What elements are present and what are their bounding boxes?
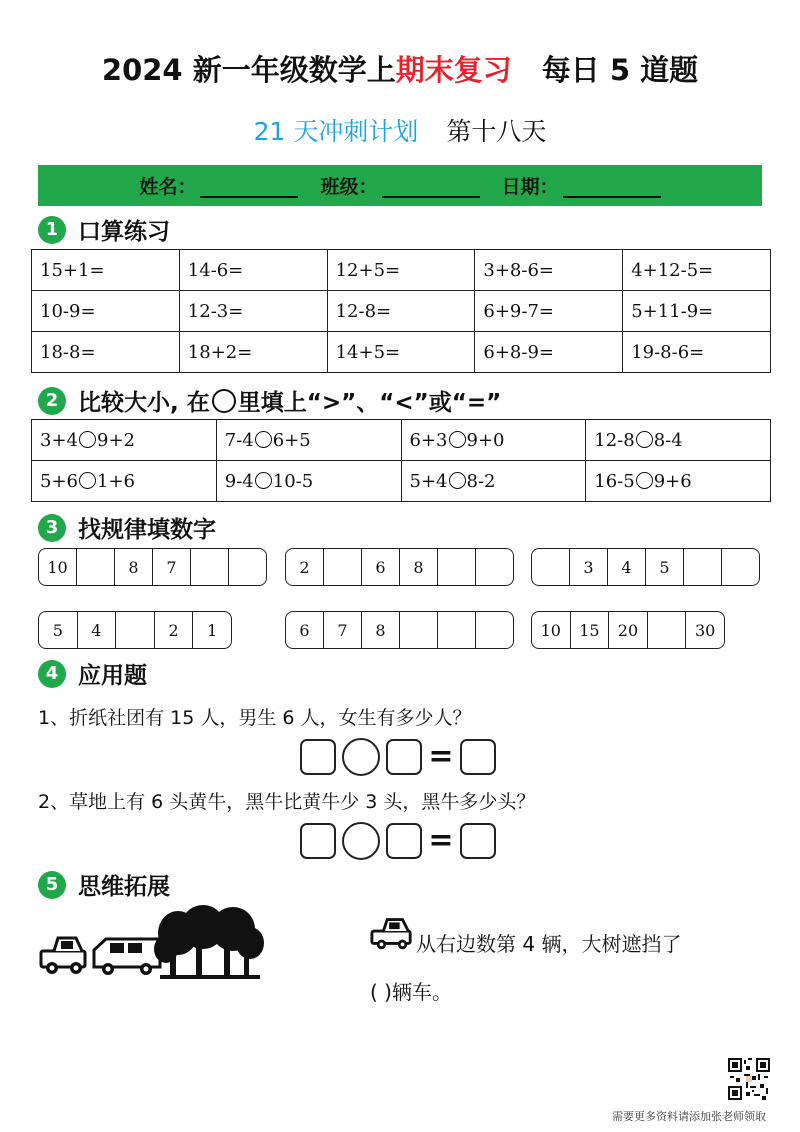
- number-sequence: [531, 611, 725, 649]
- calc-cell[interactable]: 14-6=: [179, 250, 327, 291]
- section-number: 5: [38, 871, 66, 899]
- left-expression: 9-4: [224, 470, 254, 492]
- section-title-a: 比较大小, 在: [78, 390, 210, 416]
- left-expression: 12-8: [594, 429, 635, 451]
- reasoning-question: 从右边数第 4 辆，大树遮挡了: [416, 932, 682, 956]
- number-cell: 8: [114, 549, 152, 585]
- compare-circle[interactable]: [636, 472, 653, 489]
- calc-cell[interactable]: 5+11-9=: [623, 291, 771, 332]
- compare-circle[interactable]: [449, 472, 466, 489]
- table-row: [32, 420, 771, 461]
- calc-cell[interactable]: 6+9-7=: [475, 291, 623, 332]
- compare-table: [31, 419, 771, 502]
- trees-icon: [154, 905, 264, 979]
- word-problem-2: 2、草地上有 6 头黄牛，黑牛比黄牛少 3 头，黑牛多少头？: [38, 791, 536, 813]
- number-cell: 10: [540, 620, 561, 640]
- blank-cell[interactable]: [399, 612, 437, 648]
- blank-cell[interactable]: [532, 549, 569, 585]
- compare-cell[interactable]: [401, 420, 586, 461]
- equals-sign: =: [428, 823, 454, 858]
- plan-label: 21 天冲刺计划: [253, 117, 419, 146]
- left-expression: 6+3: [409, 429, 448, 451]
- section-number: 1: [38, 216, 66, 244]
- truck-icon: [41, 938, 85, 974]
- left-expression: 5+4: [409, 470, 448, 492]
- title-part-b: 每日 5 道题: [541, 53, 699, 87]
- number-cell: 7: [323, 612, 361, 648]
- name-label: 姓名：: [139, 176, 197, 198]
- number-sequence: [531, 548, 760, 586]
- blank-cell[interactable]: [475, 549, 513, 585]
- section-number: 3: [38, 514, 66, 542]
- blank-cell[interactable]: [76, 549, 114, 585]
- table-row: [32, 461, 771, 502]
- number-sequence: [285, 548, 514, 586]
- compare-cell[interactable]: [32, 420, 217, 461]
- blank-cell[interactable]: [323, 549, 361, 585]
- day-label: 第十八天: [446, 117, 547, 146]
- truck-icon: [370, 914, 414, 950]
- right-expression: 10-5: [272, 470, 314, 492]
- calc-cell[interactable]: 18-8=: [32, 332, 180, 373]
- number-cell: 6: [361, 549, 399, 585]
- calc-cell[interactable]: 4+12-5=: [623, 250, 771, 291]
- reasoning-answer-blank[interactable]: ( )辆车。: [370, 980, 452, 1004]
- answer-box[interactable]: [300, 739, 336, 775]
- number-cell: 2: [299, 557, 310, 577]
- right-expression: 9+6: [653, 470, 692, 492]
- answer-box[interactable]: [460, 739, 496, 775]
- section-5-heading: [38, 868, 170, 901]
- compare-cell[interactable]: [216, 420, 401, 461]
- blank-cell[interactable]: [115, 612, 154, 648]
- number-cell: 15: [570, 612, 609, 648]
- calc-cell[interactable]: 19-8-6=: [623, 332, 771, 373]
- equals-sign: =: [428, 739, 454, 774]
- number-cell: 2: [154, 612, 193, 648]
- compare-cell[interactable]: [401, 461, 586, 502]
- qr-code-icon: [728, 1058, 770, 1100]
- right-expression: 6+5: [272, 429, 311, 451]
- number-cell: 4: [607, 549, 645, 585]
- table-row: [32, 250, 771, 291]
- compare-cell[interactable]: [216, 461, 401, 502]
- class-field[interactable]: [320, 172, 479, 199]
- blank-cell[interactable]: [475, 612, 513, 648]
- right-expression: 9+2: [97, 429, 135, 451]
- page-title: [0, 48, 800, 89]
- compare-circle[interactable]: [79, 431, 96, 448]
- table-row: [32, 332, 771, 373]
- number-sequence: [38, 611, 232, 649]
- compare-circle[interactable]: [449, 431, 466, 448]
- number-cell: 8: [361, 612, 399, 648]
- student-info-bar: [38, 165, 762, 206]
- number-cell: 7: [152, 549, 190, 585]
- word-problem-1: 1、折纸社团有 15 人，男生 6 人，女生有多少人？: [38, 707, 472, 729]
- number-cell: 10: [47, 557, 68, 577]
- section-title: 思维拓展: [78, 874, 170, 900]
- section-title: 口算练习: [78, 219, 170, 245]
- number-sequence: [285, 611, 514, 649]
- page-subtitle: [0, 112, 800, 148]
- number-cell: 6: [299, 620, 310, 640]
- number-cell: 3: [569, 549, 607, 585]
- section-4-heading: [38, 657, 147, 690]
- section-number: 4: [38, 660, 66, 688]
- blank-cell[interactable]: [190, 549, 228, 585]
- compare-cell[interactable]: [586, 461, 771, 502]
- calc-cell[interactable]: 6+8-9=: [475, 332, 623, 373]
- equation-1: [300, 738, 496, 776]
- compare-circle[interactable]: [255, 472, 272, 489]
- class-label: 班级：: [320, 176, 378, 198]
- right-expression: 8-4: [653, 429, 683, 451]
- answer-box[interactable]: [300, 823, 336, 859]
- number-cell: 4: [77, 612, 116, 648]
- title-highlight: 期末复习: [395, 53, 512, 87]
- compare-cell[interactable]: [32, 461, 217, 502]
- left-expression: 7-4: [224, 429, 254, 451]
- section-title: 应用题: [78, 663, 147, 689]
- number-cell: 5: [52, 620, 63, 640]
- blank-cell[interactable]: [437, 549, 475, 585]
- calc-cell[interactable]: 14+5=: [327, 332, 475, 373]
- calc-cell[interactable]: 3+8-6=: [475, 250, 623, 291]
- calc-cell[interactable]: 12-3=: [179, 291, 327, 332]
- section-number: 2: [38, 387, 66, 415]
- calc-cell[interactable]: 18+2=: [179, 332, 327, 373]
- number-cell: 8: [399, 549, 437, 585]
- compare-circle[interactable]: [79, 472, 96, 489]
- blank-cell[interactable]: [228, 549, 266, 585]
- compare-cell[interactable]: [586, 420, 771, 461]
- answer-box[interactable]: [386, 823, 422, 859]
- footer-note: 需要更多资料请添加张老师领取: [612, 1110, 766, 1123]
- left-expression: 16-5: [594, 470, 635, 492]
- number-cell: 5: [645, 549, 683, 585]
- section-title: 找规律填数字: [78, 517, 216, 543]
- blank-cell[interactable]: [683, 549, 721, 585]
- compare-circle[interactable]: [636, 431, 653, 448]
- table-row: [32, 291, 771, 332]
- right-expression: 9+0: [466, 429, 505, 451]
- answer-box[interactable]: [460, 823, 496, 859]
- calc-cell[interactable]: 12-8=: [327, 291, 475, 332]
- operator-circle[interactable]: [342, 822, 380, 860]
- number-cell: 20: [608, 612, 647, 648]
- calc-cell[interactable]: 15+1=: [32, 250, 180, 291]
- equation-2: [300, 822, 496, 860]
- number-cell: 30: [685, 612, 724, 648]
- answer-box[interactable]: [386, 739, 422, 775]
- operator-circle[interactable]: [342, 738, 380, 776]
- mental-math-table: [31, 249, 771, 373]
- left-expression: 5+6: [40, 470, 78, 492]
- right-expression: 8-2: [466, 470, 496, 492]
- section-3-heading: [38, 511, 216, 544]
- section-2-heading: [38, 384, 501, 417]
- right-expression: 1+6: [97, 470, 135, 492]
- number-sequence: [38, 548, 267, 586]
- left-expression: 3+4: [40, 429, 78, 451]
- circle-icon: [212, 389, 236, 413]
- date-field[interactable]: [502, 172, 661, 199]
- title-part-a: 2024 新一年级数学上: [101, 53, 396, 87]
- calc-cell[interactable]: 12+5=: [327, 250, 475, 291]
- section-title-b: 里填上“>”、“<”或“=”: [237, 390, 502, 416]
- cars-and-trees-illustration: [38, 905, 268, 980]
- name-field[interactable]: [139, 172, 298, 199]
- date-label: 日期：: [501, 176, 559, 198]
- number-cell: 1: [192, 612, 231, 648]
- van-icon: [94, 939, 160, 975]
- calc-cell[interactable]: 10-9=: [32, 291, 180, 332]
- section-1-heading: [38, 213, 170, 246]
- blank-cell[interactable]: [647, 612, 686, 648]
- blank-cell[interactable]: [437, 612, 475, 648]
- blank-cell[interactable]: [721, 549, 759, 585]
- compare-circle[interactable]: [255, 431, 272, 448]
